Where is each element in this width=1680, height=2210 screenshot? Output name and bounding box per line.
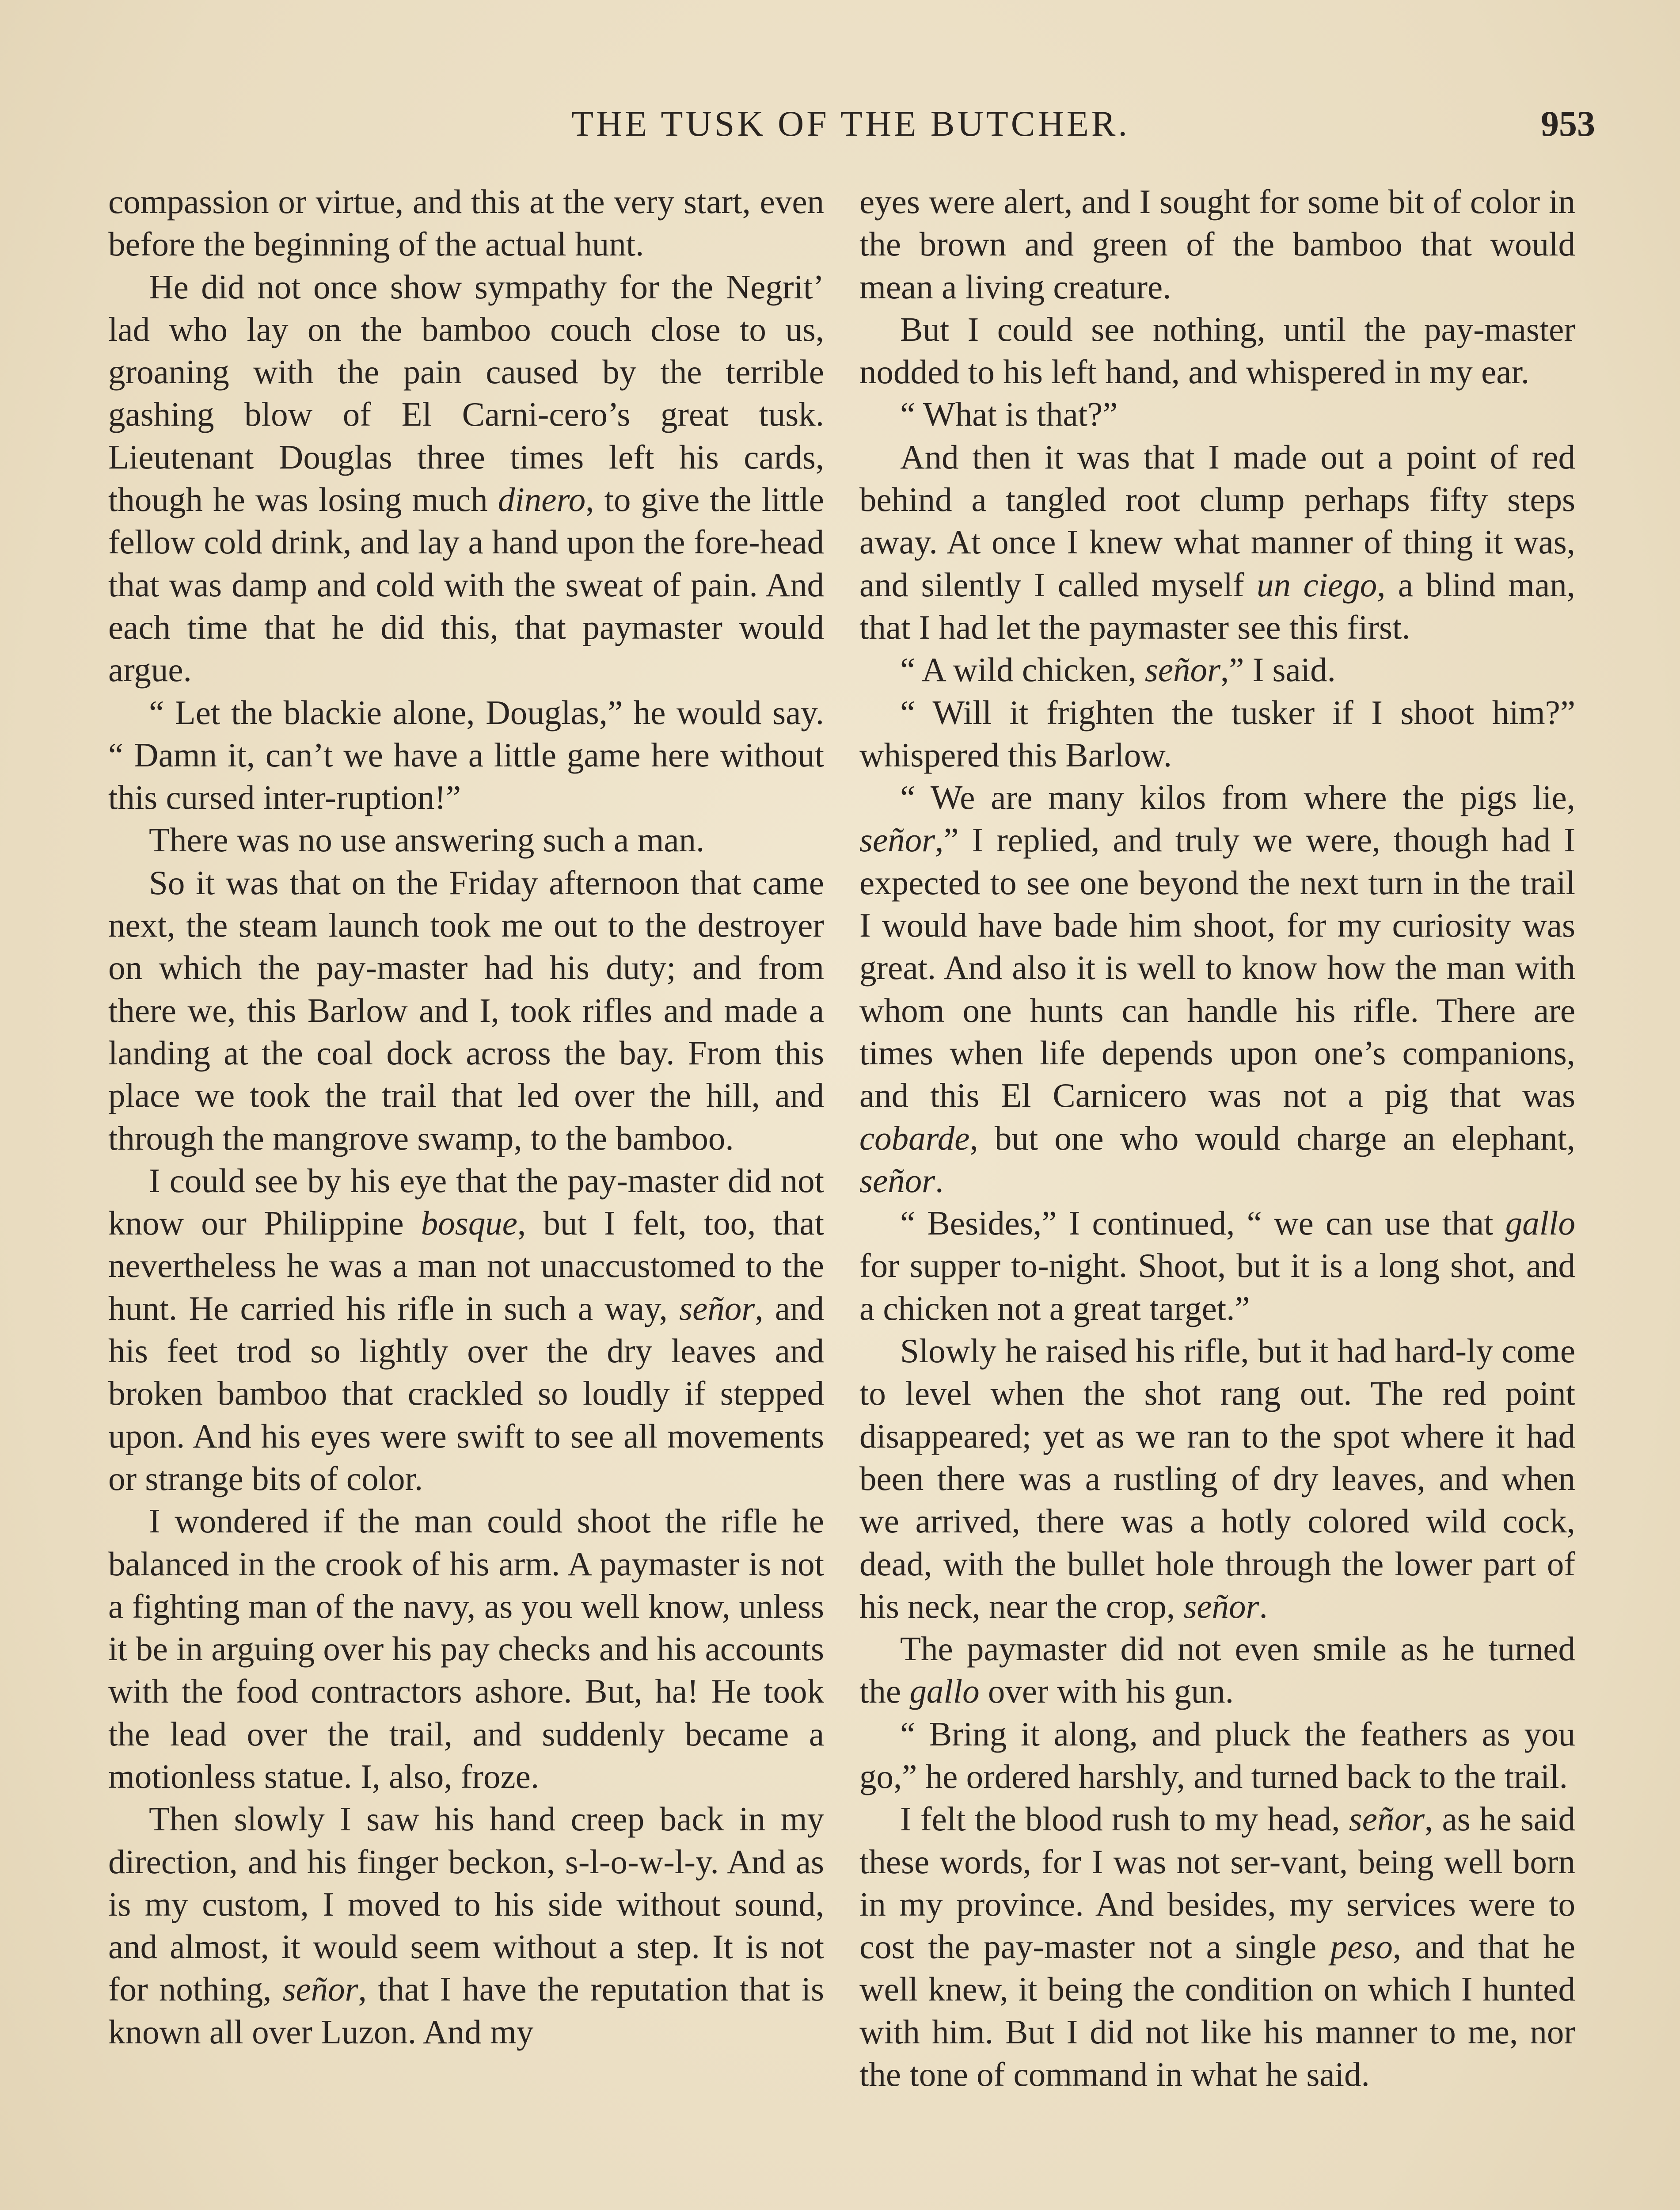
paragraph: “ Bring it along, and pluck the feathers as you go,” he ordered harshly, and turned back to the trail. xyxy=(859,1715,1575,1795)
paragraph: The paymaster did not even smile as he turned the gallo over with his gun. xyxy=(859,1630,1575,1711)
paragraph: I could see by his eye that the pay-master did not know our Philippine bosque, but I felt, too, that nevertheless he was a man not unaccustomed to the hunt. He carried his rifle in such a way, señor, and his feet trod so lightly over the dry leaves and broken bamboo that crackled so loudly if stepped upon. And his eyes were swift to see all movements or strange bits of color. xyxy=(108,1161,824,1497)
paragraph: He did not once show sympathy for the Negrit’ lad who lay on the bamboo couch close to us, groaning with the pain caused by the terrible gashing blow of El Carni-cero’s great tusk. Lieutenant Douglas three times left his cards, though he was losing much dinero, to give the little fellow cold drink, and lay a hand upon the fore-head that was damp and cold with the sweat of pain. And each time that he did this, that paymaster would argue. xyxy=(108,267,824,689)
paragraph: “ Let the blackie alone, Douglas,” he would say. “ Damn it, can’t we have a little game here without this cursed inter-ruption!” xyxy=(108,693,824,817)
paragraph: Then slowly I saw his hand creep back in my direction, and his finger beckon, s-l-o-w-l-y. And as is my custom, I moved to his side without sound, and almost, it would seem without a step. It is not for nothing, señor, that I have the reputation that is known all over Luzon. And my xyxy=(108,1800,824,2051)
paragraph: “ We are many kilos from where the pigs lie, señor,” I replied, and truly we were, though had I expected to see one beyond the next turn in the trail I would have bade him shoot, for my curiosity was great. And also it is well to know how the man with whom one hunts can handle his rifle. There are times when life depends upon one’s companions, and this El Carnicero was not a pig that was cobarde, but one who would charge an elephant, señor. xyxy=(859,778,1575,1200)
paragraph: “ Besides,” I continued, “ we can use that gallo for supper to-night. Shoot, but it is a long shot, and a chicken not a great target.” xyxy=(859,1204,1575,1327)
paragraph: And then it was that I made out a point of red behind a tangled root clump perhaps fifty steps away. At once I knew what manner of thing it was, and silently I called myself un ciego, a blind man, that I had let the paymaster see this first. xyxy=(859,438,1575,646)
paragraph: There was no use answering such a man. xyxy=(149,821,705,859)
page-number: 953 xyxy=(1541,103,1595,144)
running-title: THE TUSK OF THE BUTCHER. xyxy=(571,103,1130,144)
running-head xyxy=(106,95,1595,152)
paragraph: But I could see nothing, until the pay-master nodded to his left hand, and whispered in my ear. xyxy=(859,310,1575,391)
paragraph: “ What is that?” xyxy=(900,395,1118,434)
paragraph: Slowly he raised his rifle, but it had hard-ly come to level when the shot rang out. The red point disappeared; yet as we ran to the spot where it had been there was a rustling of dry leaves, and when we arrived, there was a hotly colored wild cock, dead, with the bullet hole through the lower part of his neck, near the crop, señor. xyxy=(859,1332,1575,1625)
paragraph: compassion or virtue, and this at the very start, even before the beginning of the actual hunt. xyxy=(108,183,824,263)
paragraph: “ A wild chicken, señor,” I said. xyxy=(900,651,1336,689)
right-column xyxy=(859,180,1575,2096)
paragraph: eyes were alert, and I sought for some bit of color in the brown and green of the bamboo that would mean a living creature. xyxy=(859,183,1575,306)
paragraph: I wondered if the man could shoot the rifle he balanced in the crook of his arm. A paymaster is not a fighting man of the navy, as you well know, unless it be in arguing over his pay checks and his accounts with the food contractors ashore. But, ha! He took the lead over the trail, and suddenly became a motionless statue. I, also, froze. xyxy=(108,1502,824,1795)
paragraph: “ Will it frighten the tusker if I shoot him?” whispered this Barlow. xyxy=(859,693,1575,774)
paragraph: I felt the blood rush to my head, señor, as he said these words, for I was not ser-vant, being well born in my province. And besides, my services were to cost the pay-master not a single peso, and that he well knew, it being the condition on which I hunted with him. But I did not like his manner to me, nor the tone of command in what he said. xyxy=(859,1800,1575,2094)
paragraph: So it was that on the Friday afternoon that came next, the steam launch took me out to the destroyer on which the pay-master had his duty; and from there we, this Barlow and I, took rifles and made a landing at the coal dock across the bay. From this place we took the trail that led over the hill, and through the mangrove swamp, to the bamboo. xyxy=(108,863,824,1157)
left-column xyxy=(108,180,824,2053)
